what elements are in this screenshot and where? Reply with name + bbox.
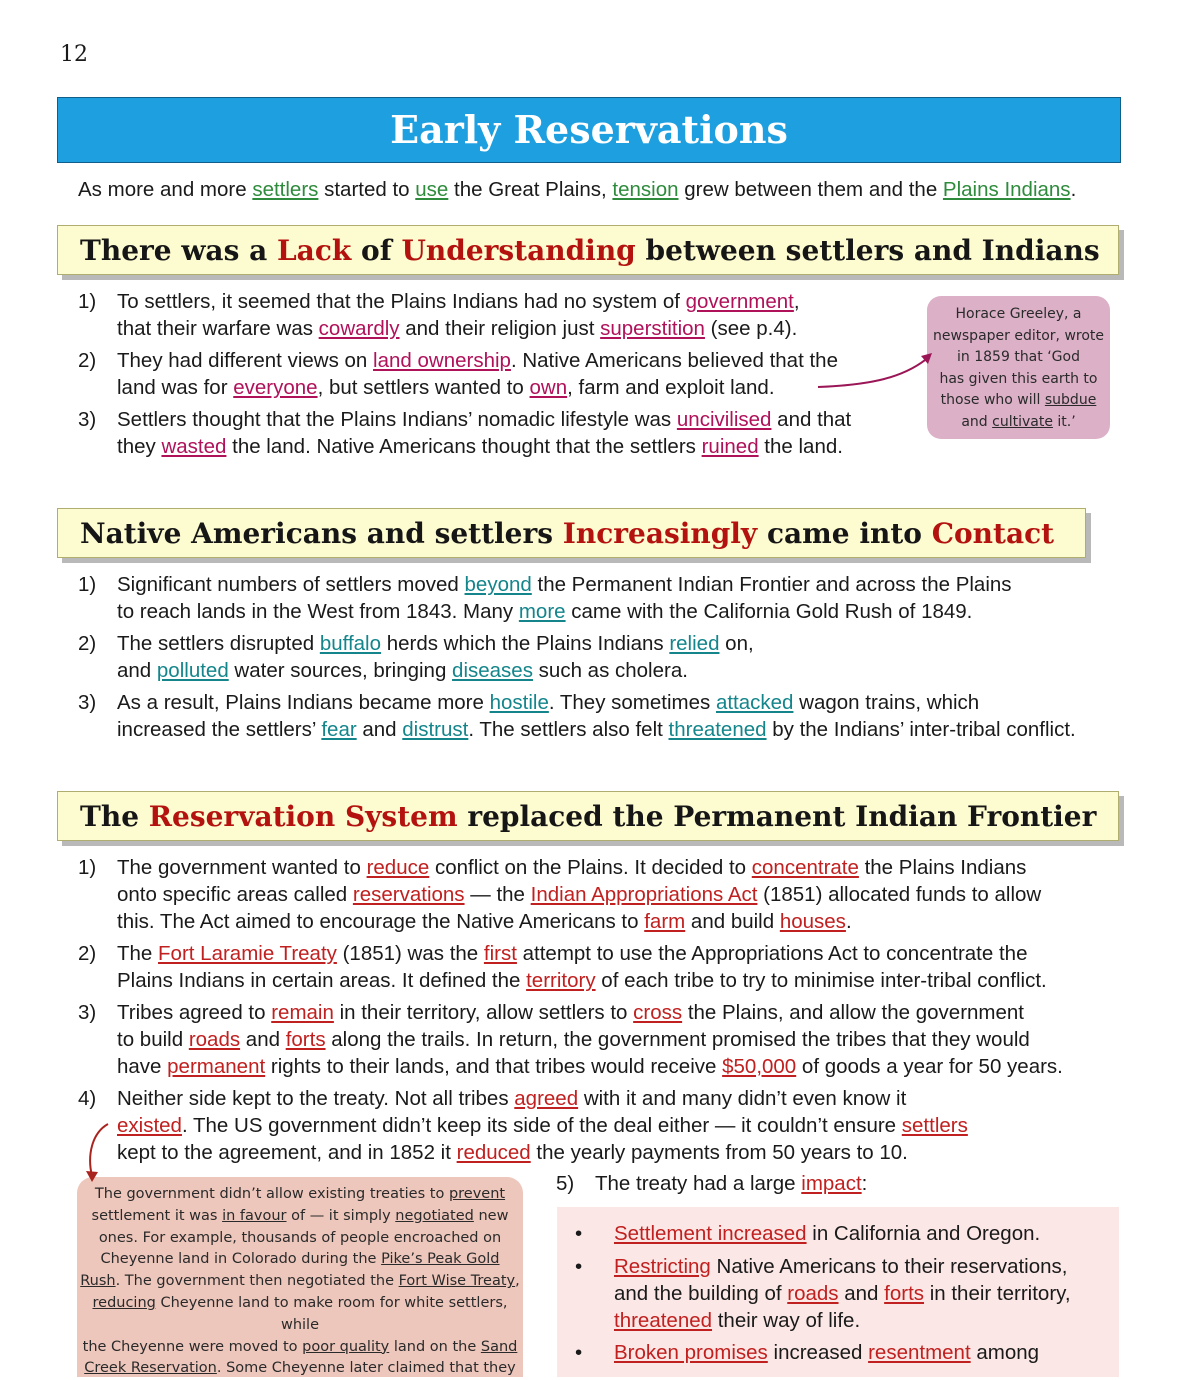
treaty-arrowhead-icon — [86, 1171, 98, 1182]
intro-paragraph: As more and more settlers started to use the Great Plains, tension grew between them and the Plains Indians. — [78, 178, 1077, 201]
impact-box: • Settlement increased in California and Oregon. • Restricting Native Americans to their reservations, and the building of roads and forts in their territory, threatened their way of life. • Broken promises increased resentment among — [557, 1207, 1119, 1377]
horace-greeley-note: Horace Greeley, a newspaper editor, wrote in 1859 that ‘God has given this earth to those who will subdue and cultivate it.’ — [927, 296, 1110, 439]
fort-wise-treaty-note: The government didn’t allow existing treaties to prevent settlement it was in favour of — it simply negotiated new ones. For example, thousands of people encroached on Cheyenne land in Colorado during the Pike’s Peak Gold Rush. The government then negotiated the Fort Wise Treaty, reducing Cheyenne land to make room for white settlers, while the Cheyenne were moved to poor quality land on the Sand Creek Reservation. Some Cheyenne later claimed that they — [77, 1177, 523, 1377]
greeley-arrow-icon — [818, 356, 930, 387]
treaty-arrow-icon — [90, 1124, 108, 1176]
section-heading-increasingly-contact: Native Americans and settlers Increasingly came into Contact — [57, 508, 1086, 558]
page-title: Early Reservations — [57, 97, 1121, 163]
section-heading-reservation-system: The Reservation System replaced the Permanent Indian Frontier — [57, 791, 1119, 841]
page-number: 12 — [60, 42, 88, 67]
section-heading-lack-of-understanding: There was a Lack of Understanding between settlers and Indians — [57, 225, 1119, 275]
